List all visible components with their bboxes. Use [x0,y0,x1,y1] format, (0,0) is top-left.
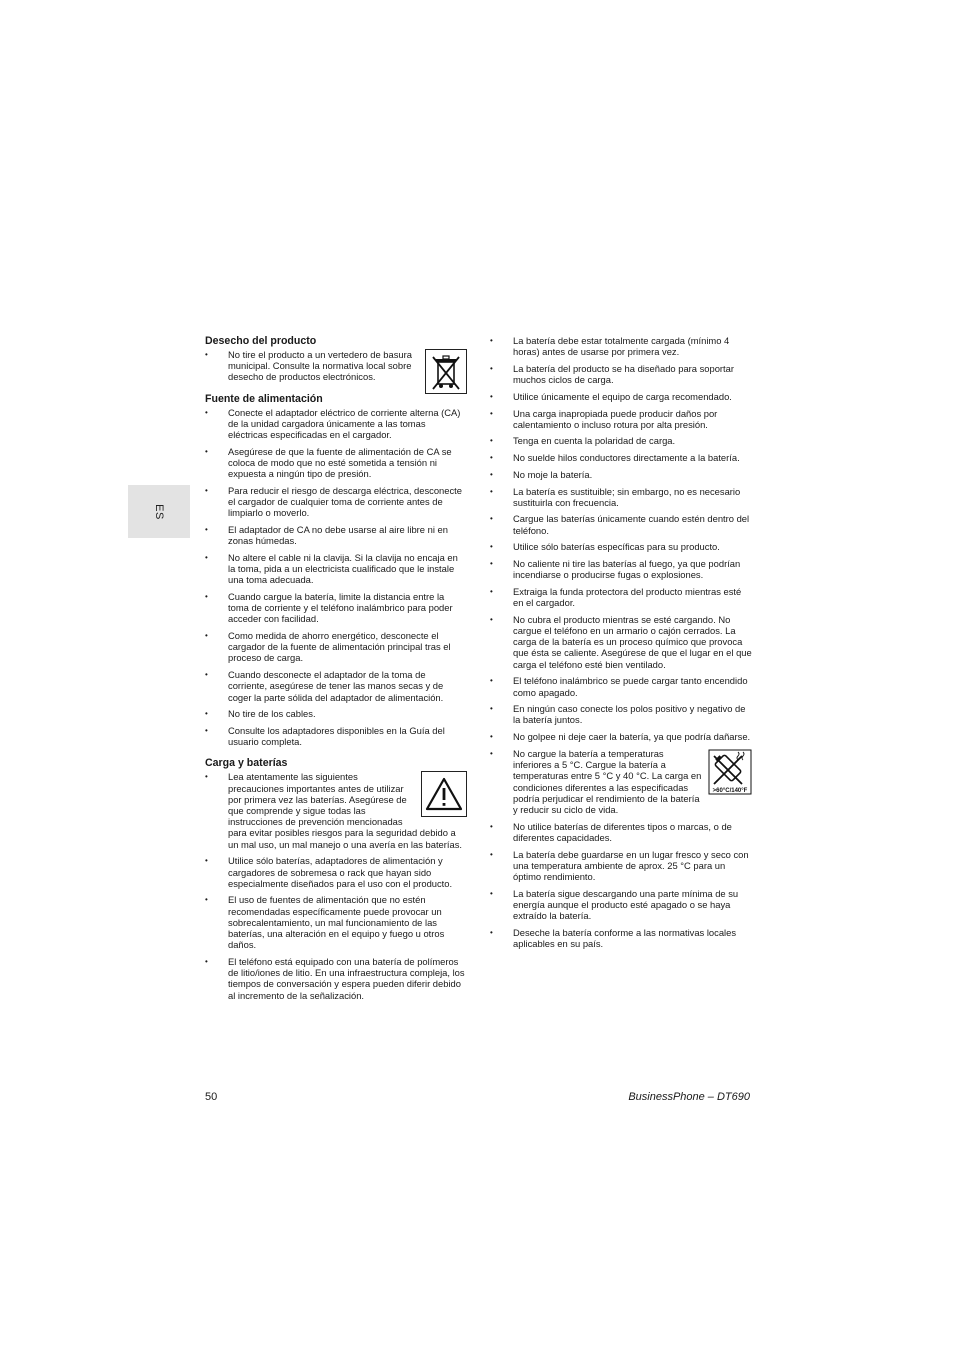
section-title-disposal: Desecho del producto [205,335,317,347]
list-item: • Conecte el adaptador eléctrico de corriente alterna (CA) de la unidad cargadora únicamente a las tomas eléctricas especificadas en el cargador. [205,407,467,441]
list-item: • No golpee ni deje caer la batería, ya que podría dañarse. [490,731,752,742]
section-charging-batteries [205,757,467,1000]
list-item: • Una carga inapropiada puede producir daños por calentamiento o incluso rotura por alta presión. [490,408,752,430]
list-item: • El teléfono inalámbrico se puede cargar tanto encendido como apagado. [490,675,752,697]
list-item: • La batería debe guardarse en un lugar fresco y seco con una temperatura ambiente de aprox. 25 °C para un óptimo rendimiento. [490,849,752,883]
list-item: • Utilice sólo baterías específicas para su producto. [490,541,752,552]
list-item: • Cuando desconecte el adaptador de la toma de corriente, asegúrese de tener las manos secas y de coger la parte sólida del adaptador de alimentación. [205,669,467,703]
list-item: • No altere el cable ni la clavija. Si la clavija no encaja en la toma, pida a un electricista cualificado que le instale una toma adecuada. [205,552,467,586]
warning-triangle-icon [421,771,467,817]
temperature-limit-label: • >60°C/140°F [712,787,748,794]
temperature-limit-icon [708,748,752,796]
list-item: • La batería debe estar totalmente cargada (mínimo 4 horas) antes de usarse por primera vez. [490,335,752,357]
list-item: • El teléfono está equipado con una batería de polímeros de litio/iones de litio. En una infraestructura compleja, los tiempos de conversación y espera pueden diferir debido al incremento de la señalización. [205,956,467,1001]
list-item: • >60°C/140°F No cargue la batería a temperaturas inferiores a 5 °C. Cargue la batería a temperaturas entre 5 °C y 40 °C. La carga en condiciones diferentes a las especificadas podría perjudicar el rendimiento de la batería y reducir su ciclo de vida. [490,748,752,815]
list-item: • No moje la batería. [490,469,752,480]
list-item: • La batería es sustituible; sin embargo, no es necesario sustituirla con frecuencia. [490,486,752,508]
list-item: • En ningún caso conecte los polos positivo y negativo de la batería juntos. [490,703,752,725]
disposal-list [205,349,467,383]
list-item: • Lea atentamente las siguientes precauciones importantes antes de utilizar por primera vez las baterías. Asegúrese de que comprende y sigue todas las instrucciones de prevención mencionadas para evitar posibles riesgos para la seguridad debido a un mal uso, un mal manejo o una avería en las baterías. [205,771,467,849]
list-item: • Para reducir el riesgo de descarga eléctrica, desconecte el cargador de cualquier toma de corriente antes de limpiarlo o moverlo. [205,485,467,519]
section-disposal [205,335,467,383]
list-item: • Extraiga la funda protectora del producto mientras esté en el cargador. [490,586,752,608]
left-column [205,335,467,1011]
list-item: • No utilice baterías de diferentes tipos o marcas, o de diferentes capacidades. [490,821,752,843]
language-tab-label: ES [153,503,165,520]
list-item: • Como medida de ahorro energético, desconecte el cargador de la fuente de alimentación principal tras el proceso de carga. [205,630,467,664]
list-item: • No tire el producto a un vertedero de basura municipal. Consulte la normativa local sobre desecho de productos electrónicos. [205,349,467,383]
page-number: 50 [205,1091,218,1103]
list-item: • No cubra el producto mientras se esté cargando. No cargue el teléfono en un armario o cajón cerrados. La carga de la batería es un proceso químico que provoca que ésta se caliente. Asegúrese de que el lugar en el que carga el teléfono esté bien ventilado. [490,614,752,670]
list-item: • No tire de los cables. [205,708,467,719]
document-title: BusinessPhone – DT690 [628,1091,750,1103]
list-item: • El adaptador de CA no debe usarse al aire libre ni en zonas húmedas. [205,524,467,546]
list-item: • Utilice únicamente el equipo de carga recomendado. [490,391,752,402]
list-item: • Consulte los adaptadores disponibles en la Guía del usuario completa. [205,725,467,747]
list-item: • Utilice sólo baterías, adaptadores de alimentación y cargadores de sobremesa o rack que hayan sido especialmente diseñados para el uso con el producto. [205,855,467,889]
list-item: • Cuando cargue la batería, limite la distancia entre la toma de corriente y el teléfono inalámbrico para poder acceder con facilidad. [205,591,467,625]
list-item: • No suelde hilos conductores directamente a la batería. [490,452,752,463]
list-item: • La batería sigue descargando una parte mínima de su energía aunque el producto esté apagado o se haya extraído la batería. [490,888,752,922]
list-item: • Cargue las baterías únicamente cuando estén dentro del teléfono. [490,513,752,535]
list-item: • Asegúrese de que la fuente de alimentación de CA se coloca de modo que no esté sometida a tensión ni expuesta a ningún tipo de presión. [205,446,467,480]
list-item: • No caliente ni tire las baterías al fuego, ya que podrían incendiarse o producirse fugas o explosiones. [490,558,752,580]
list-item: • Tenga en cuenta la polaridad de carga. [490,435,752,446]
language-tab [128,485,190,538]
section-power-supply [205,393,467,748]
list-item: • La batería del producto se ha diseñado para soportar muchos ciclos de carga. [490,363,752,385]
section-title-power-supply: Fuente de alimentación [205,392,323,405]
right-column [490,335,752,955]
charging-batteries-list [205,771,467,1000]
power-supply-list [205,407,467,748]
list-item: • Deseche la batería conforme a las normativas locales aplicables en su país. [490,927,752,949]
list-item: • El uso de fuentes de alimentación que no estén recomendadas específicamente puede provocar un sobrecalentamiento, un mal funcionamiento de las baterías, una alteración en el equipo y fuego u otros daños. [205,894,467,950]
section-title-charging-batteries: Carga y baterías [205,757,288,770]
battery-precautions-list [490,335,752,949]
crossed-out-bin-icon [425,349,467,394]
